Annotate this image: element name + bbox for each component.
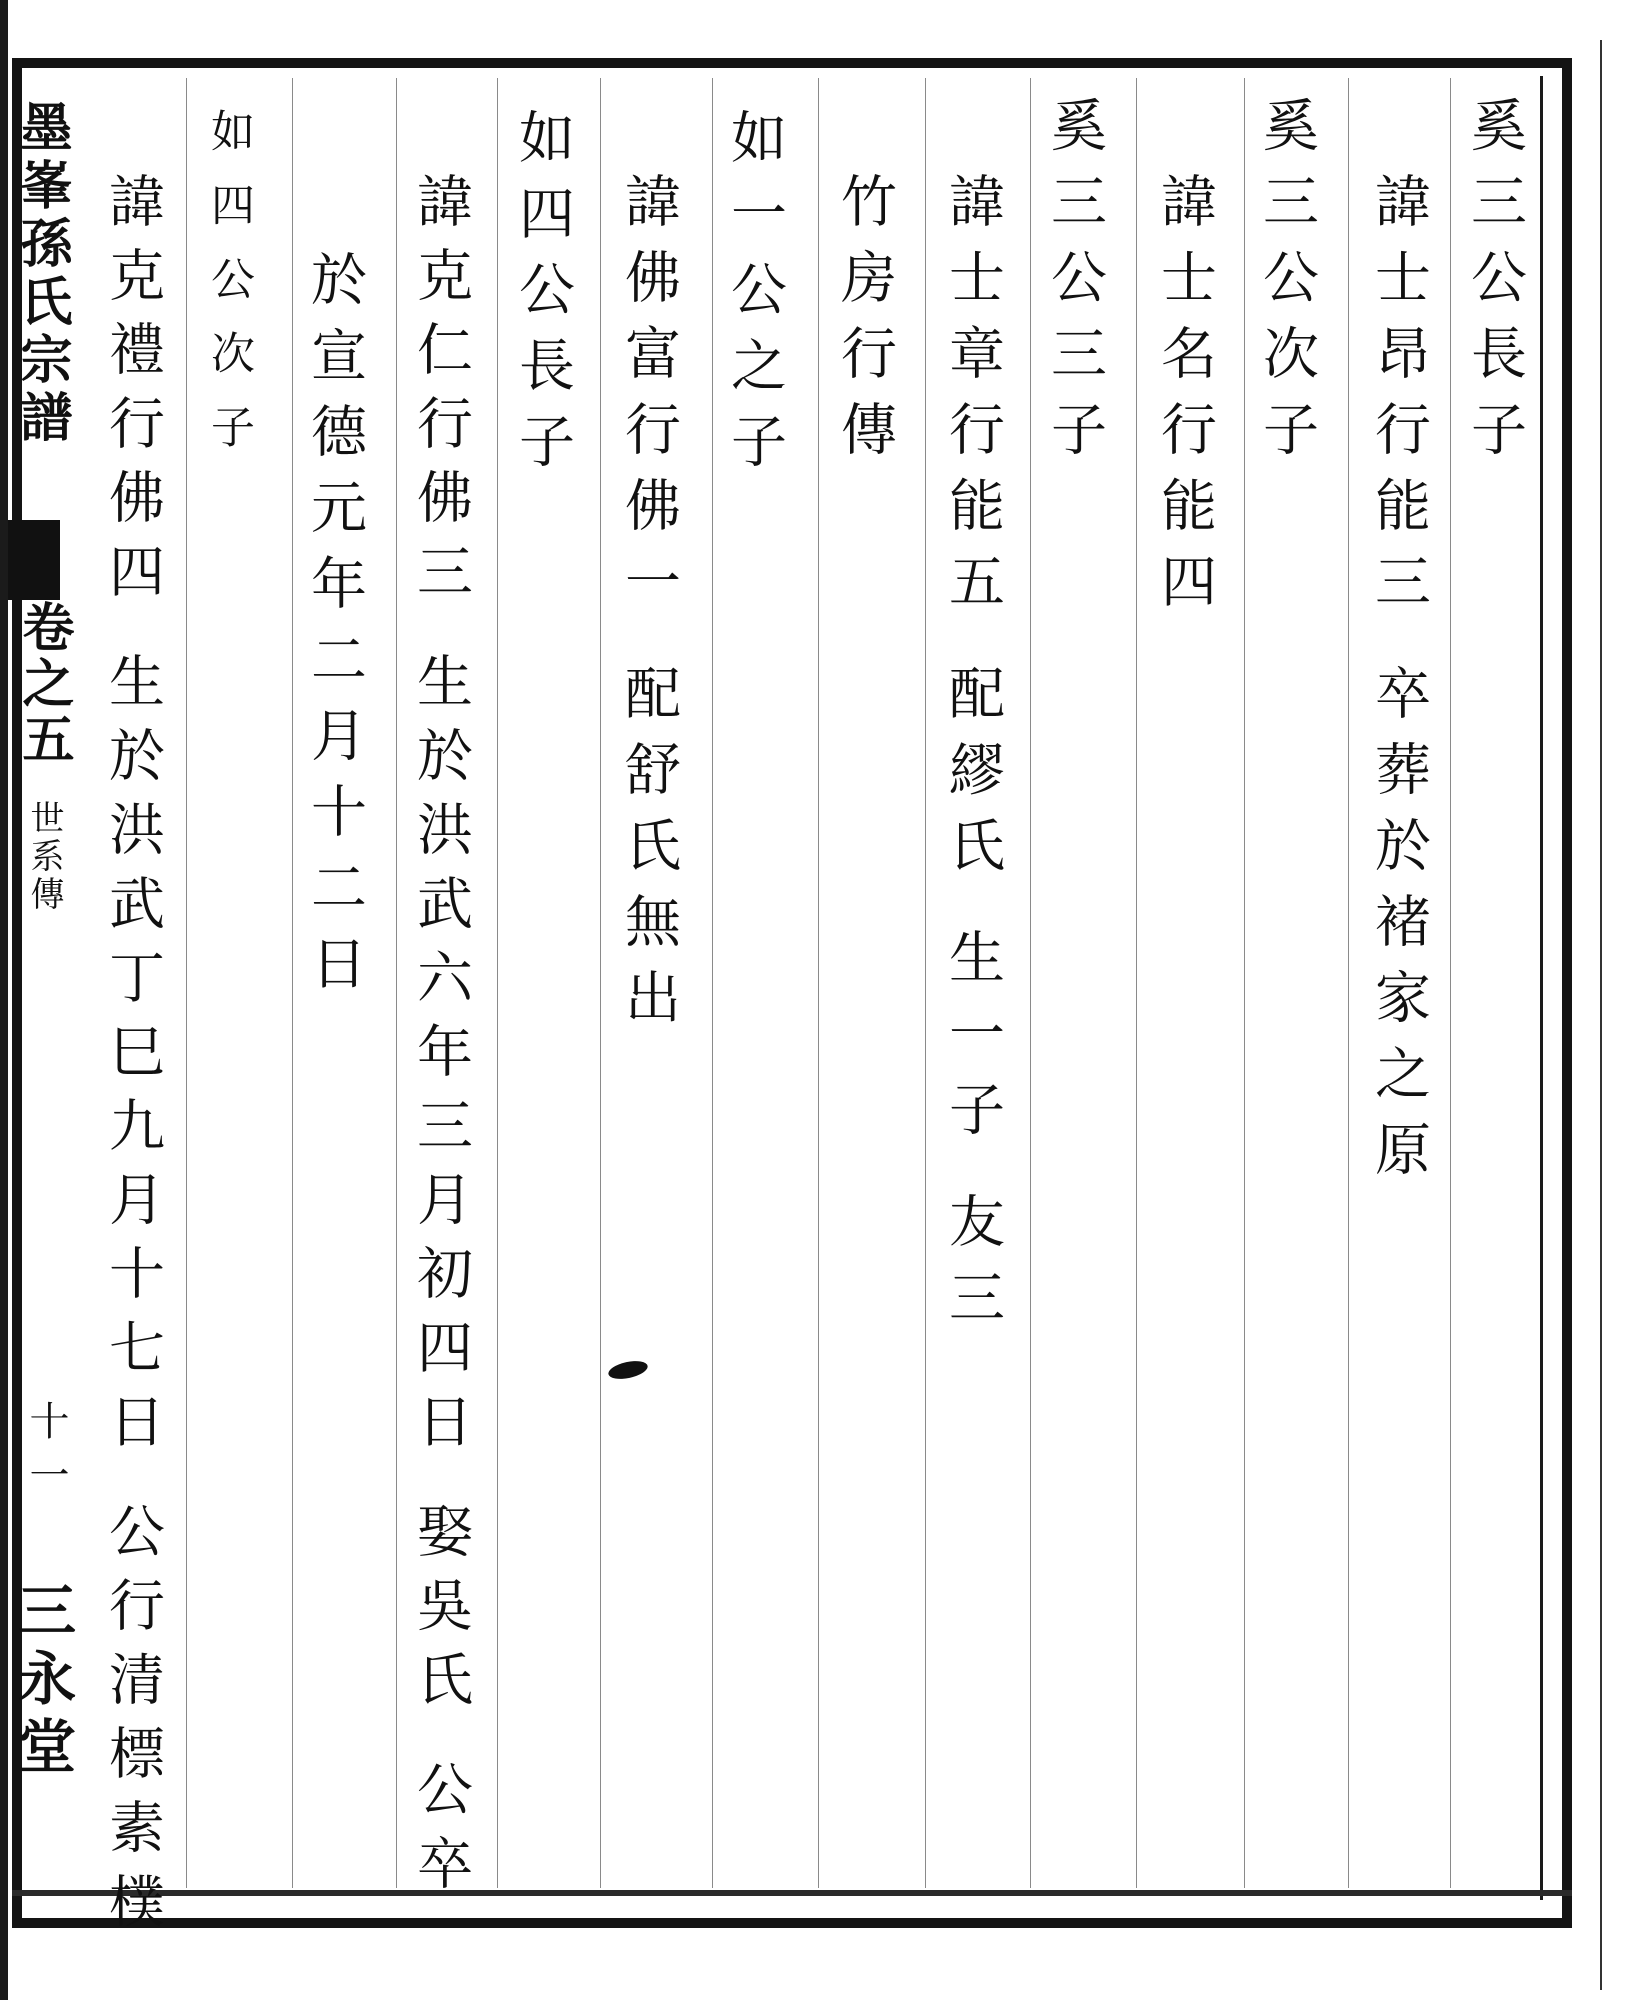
column-text: 奚三公三子 <box>1042 96 1107 476</box>
text-column <box>616 172 681 1044</box>
text-column <box>408 172 473 1908</box>
column-text: 諱士名行能四 <box>1152 172 1217 628</box>
column-text: 如四公長子 <box>510 108 575 488</box>
column-rule <box>1030 78 1031 1888</box>
book-title: 墨峯孫氏宗譜 <box>11 100 72 448</box>
column-text: 配舒氏無出 <box>616 664 681 1044</box>
text-column <box>1152 172 1217 628</box>
text-column <box>940 172 1005 1344</box>
column-text: 諱士章行能五 <box>940 172 1005 628</box>
text-column <box>1254 96 1319 476</box>
text-column <box>302 250 367 1010</box>
column-rule <box>1244 78 1245 1888</box>
column-rule <box>1450 78 1451 1888</box>
column-rule <box>186 78 187 1888</box>
column-text: 卒葬於褚家之原 <box>1366 664 1431 1196</box>
column-text: 諱克禮行佛四 <box>100 172 165 616</box>
text-column <box>510 108 575 488</box>
text-column <box>722 108 787 488</box>
column-text: 娶吳氏 <box>408 1502 473 1724</box>
column-text: 如一公之子 <box>722 108 787 488</box>
hall-name: 三永堂 <box>8 1580 76 1784</box>
column-text: 於宣德元年二月十二日 <box>302 250 367 1010</box>
column-text: 奚三公長子 <box>1462 96 1527 476</box>
text-column <box>203 108 254 478</box>
text-column <box>1366 172 1431 1196</box>
column-text: 生於洪武丁巳九月十七日 <box>100 652 165 1466</box>
column-text: 諱士昂行能三 <box>1366 172 1431 628</box>
column-text: 諱克仁行佛三 <box>408 172 473 616</box>
column-text: 生於洪武六年三月初四日 <box>408 652 473 1466</box>
column-text: 配繆氏 <box>940 664 1005 892</box>
text-column <box>1042 96 1107 476</box>
text-column <box>832 172 897 476</box>
text-column <box>1462 96 1527 476</box>
column-rule <box>1348 78 1349 1888</box>
facing-page-edge <box>1600 40 1632 1990</box>
text-column <box>100 172 165 1946</box>
section-label: 世系傳 <box>24 800 64 914</box>
black-fish-tail-mark <box>8 520 60 600</box>
column-rule <box>292 78 293 1888</box>
column-text: 生一子 <box>940 928 1005 1156</box>
bottom-border-rule <box>12 1890 1572 1896</box>
column-rule <box>925 78 926 1888</box>
page-number: 十一 <box>23 1400 69 1508</box>
volume-label: 卷之五 <box>13 600 74 768</box>
inner-border-rule <box>1540 76 1543 1900</box>
column-text: 公行清標素樸 <box>100 1502 165 1946</box>
column-text: 友三 <box>940 1192 1005 1344</box>
column-rule <box>600 78 601 1888</box>
column-text: 諱佛富行佛一 <box>616 172 681 628</box>
column-rule <box>818 78 819 1888</box>
column-text: 公卒 <box>408 1760 473 1908</box>
column-rule <box>712 78 713 1888</box>
column-text: 奚三公次子 <box>1254 96 1319 476</box>
column-rule <box>497 78 498 1888</box>
column-rule <box>1136 78 1137 1888</box>
column-text: 如四公次子 <box>203 108 254 478</box>
column-text: 竹房行傳 <box>832 172 897 476</box>
column-rule <box>396 78 397 1888</box>
